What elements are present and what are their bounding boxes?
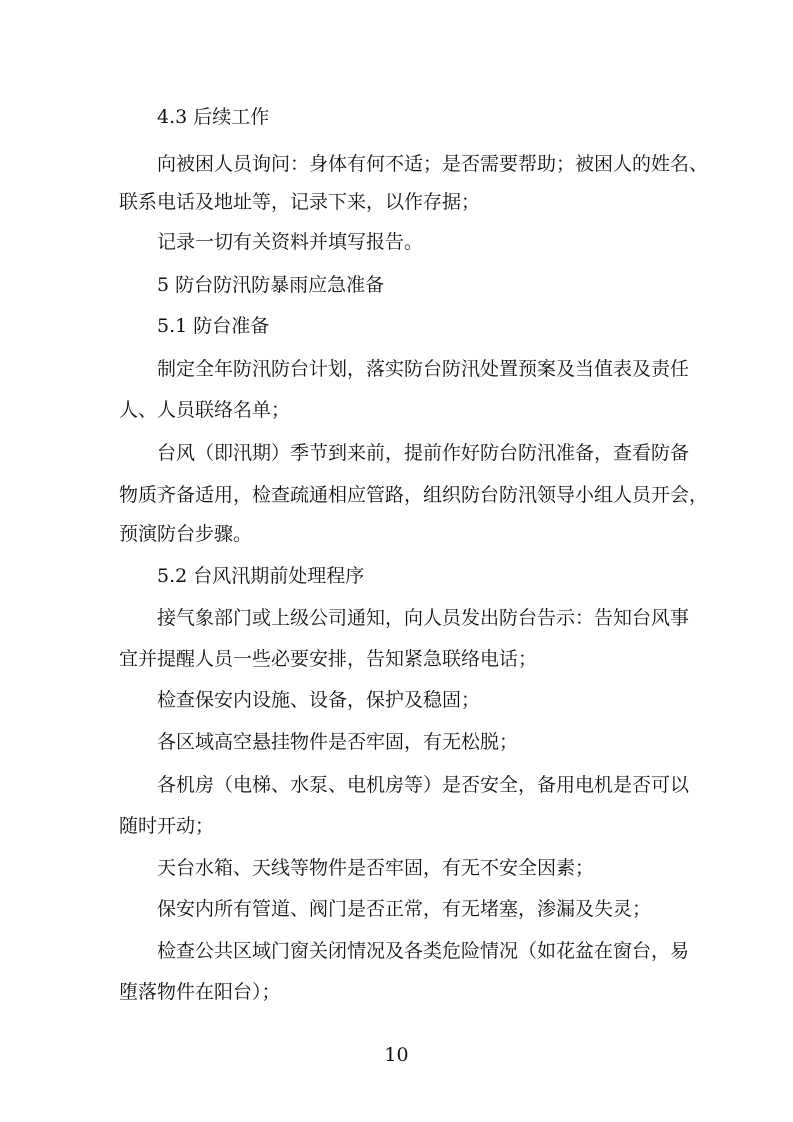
paragraph-line: 宜并提醒人员一些必要安排，告知紧急联络电话； bbox=[119, 648, 538, 670]
paragraph-line: 检查公共区域门窗关闭情况及各类危险情况（如花盆在窗台，易 bbox=[157, 940, 690, 962]
section-heading-5: 5 防台防汛防暴雨应急准备 bbox=[157, 274, 385, 296]
paragraph-line: 物质齐备适用，检查疏通相应管路，组织防台防汛领导小组人员开会， bbox=[119, 484, 709, 506]
paragraph-line: 堕落物件在阳台）； bbox=[119, 981, 281, 1003]
paragraph-line: 人、人员联络名单； bbox=[119, 399, 291, 421]
paragraph-line: 接气象部门或上级公司通知，向人员发出防台告示：告知台风事 bbox=[157, 607, 690, 629]
paragraph-line: 各区域高空悬挂物件是否牢固，有无松脱； bbox=[157, 731, 519, 753]
section-heading-5-2: 5.2 台风汛期前处理程序 bbox=[157, 565, 365, 587]
section-heading-4-3: 4.3 后续工作 bbox=[157, 106, 270, 128]
page-number: 10 bbox=[384, 1044, 409, 1066]
paragraph-line: 保安内所有管道、阀门是否正常，有无堵塞，渗漏及失灵； bbox=[157, 898, 652, 920]
paragraph-line: 随时开动； bbox=[119, 815, 215, 837]
paragraph-line: 预演防台步骤。 bbox=[119, 523, 253, 545]
paragraph-line: 检查保安内设施、设备，保护及稳固； bbox=[157, 689, 481, 711]
section-heading-5-1: 5.1 防台准备 bbox=[157, 315, 270, 337]
paragraph-line: 各机房（电梯、水泵、电机房等）是否安全，备用电机是否可以 bbox=[157, 774, 690, 796]
paragraph-line: 联系电话及地址等，记录下来，以作存据； bbox=[119, 191, 481, 213]
paragraph-line: 制定全年防汛防台计划，落实防台防汛处置预案及当值表及责任 bbox=[157, 358, 690, 380]
paragraph-line: 向被困人员询问：身体有何不适；是否需要帮助；被困人的姓名、 bbox=[157, 153, 709, 175]
paragraph-line: 天台水箱、天线等物件是否牢固，有无不安全因素； bbox=[157, 857, 595, 879]
paragraph-line: 台风（即汛期）季节到来前，提前作好防台防汛准备，查看防备 bbox=[157, 442, 690, 464]
paragraph-line: 记录一切有关资料并填写报告。 bbox=[157, 231, 424, 253]
